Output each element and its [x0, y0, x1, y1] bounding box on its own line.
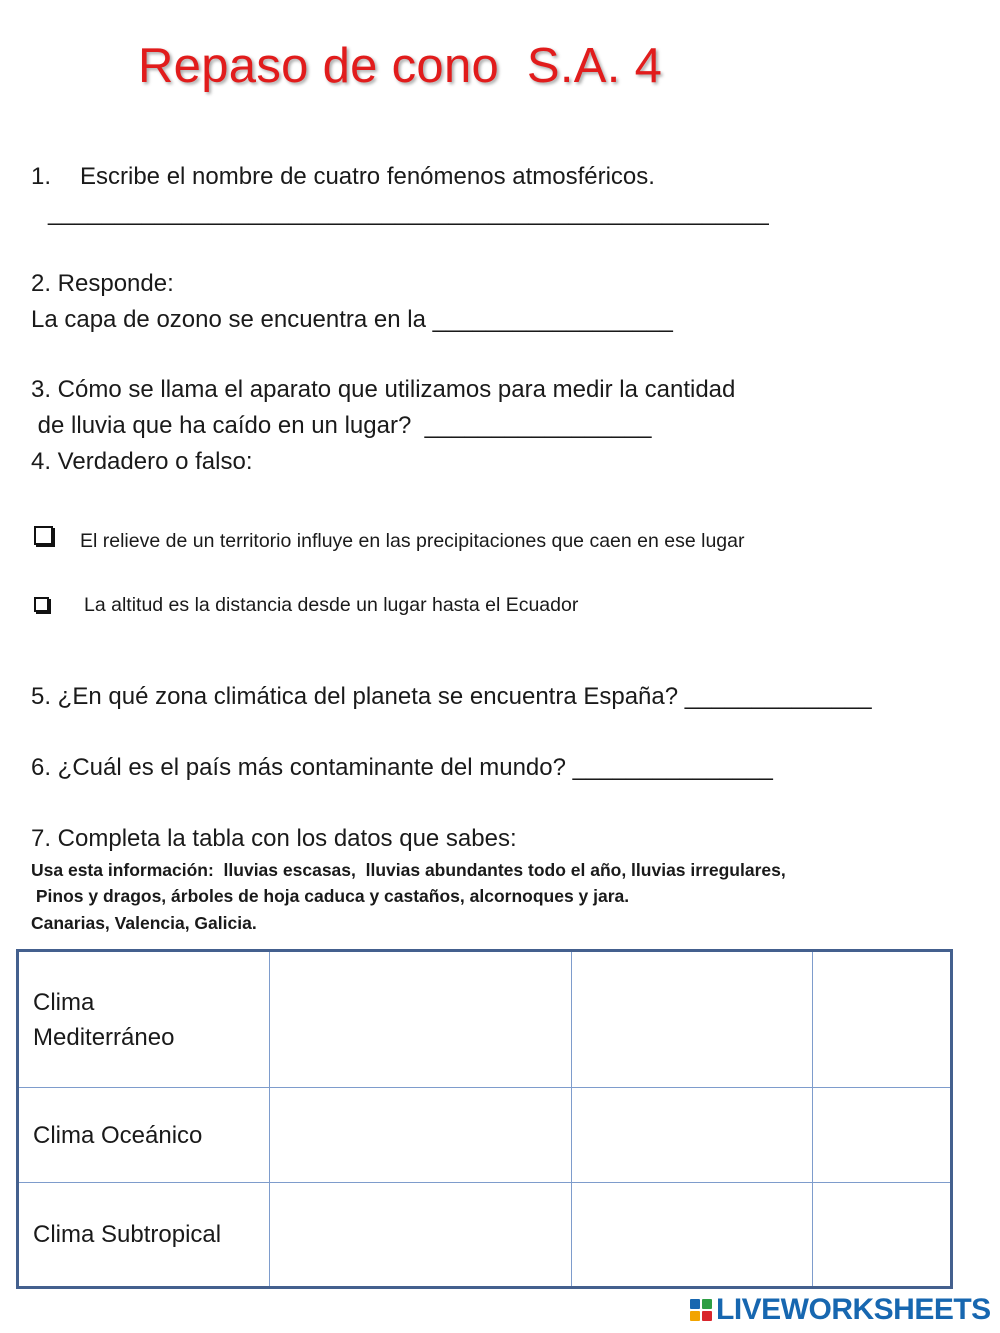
- climate-table: [16, 949, 953, 1289]
- logo-text: LIVEWORKSHEETS: [716, 1293, 991, 1326]
- table-cell[interactable]: [813, 951, 952, 1088]
- q3-line1: 3. Cómo se llama el aparato que utilizamos para medir la cantidad: [31, 376, 736, 403]
- table-cell[interactable]: [269, 1183, 572, 1288]
- q5-text[interactable]: 5. ¿En qué zona climática del planeta se encuentra España? ______________: [31, 683, 872, 710]
- q4-item2-checkbox[interactable]: [34, 597, 49, 612]
- q4-heading: 4. Verdadero o falso:: [31, 448, 253, 475]
- table-cell[interactable]: [572, 1183, 813, 1288]
- row-label-mediterranean: [18, 951, 270, 1088]
- q4-item1-checkbox[interactable]: [34, 526, 53, 545]
- table-cell[interactable]: [269, 1088, 572, 1183]
- row-label-subtropical: Clima Subtropical: [18, 1183, 270, 1288]
- table-cell[interactable]: [813, 1183, 952, 1288]
- logo-square: [702, 1311, 712, 1321]
- q2-heading: 2. Responde:: [31, 270, 174, 297]
- row-label-oceanic: Clima Oceánico: [18, 1088, 270, 1183]
- table-cell[interactable]: [572, 1088, 813, 1183]
- q7-info-line1: Usa esta información: lluvias escasas, lluvias abundantes todo el año, lluvias irregulares,: [31, 860, 786, 880]
- q2-text[interactable]: La capa de ozono se encuentra en la __________________: [31, 306, 673, 333]
- table-cell[interactable]: [269, 951, 572, 1088]
- logo-square: [690, 1299, 700, 1309]
- q3-line2[interactable]: de lluvia que ha caído en un lugar? _________________: [31, 412, 652, 439]
- table-cell[interactable]: [813, 1088, 952, 1183]
- q4-item1-text: El relieve de un territorio influye en las precipitaciones que caen en ese lugar: [80, 530, 745, 552]
- liveworksheets-logo: [690, 1293, 991, 1327]
- q1-answer-blank[interactable]: ______________________________________________________: [48, 199, 769, 226]
- table-row: [18, 1088, 952, 1183]
- q4-item2-text: La altitud es la distancia desde un lugar hasta el Ecuador: [84, 594, 579, 616]
- logo-square: [702, 1299, 712, 1309]
- row-label-line1: Clima: [33, 988, 95, 1016]
- q7-heading: 7. Completa la tabla con los datos que sabes:: [31, 825, 517, 852]
- q7-info-line2: Pinos y dragos, árboles de hoja caduca y castaños, alcornoques y jara.: [31, 886, 630, 906]
- q1-text: Escribe el nombre de cuatro fenómenos atmosféricos.: [80, 163, 655, 190]
- logo-grid-icon: [690, 1299, 712, 1321]
- q6-text[interactable]: 6. ¿Cuál es el país más contaminante del mundo? _______________: [31, 754, 773, 781]
- logo-square: [690, 1311, 700, 1321]
- q1-number: 1.: [31, 163, 52, 190]
- table-cell[interactable]: [572, 951, 813, 1088]
- page-title: Repaso de cono S.A. 4: [138, 39, 663, 93]
- table-row: [18, 951, 952, 1088]
- table-row: [18, 1183, 952, 1288]
- row-label-line2: Mediterráneo: [33, 1023, 175, 1051]
- q7-info-line3: Canarias, Valencia, Galicia.: [31, 913, 257, 933]
